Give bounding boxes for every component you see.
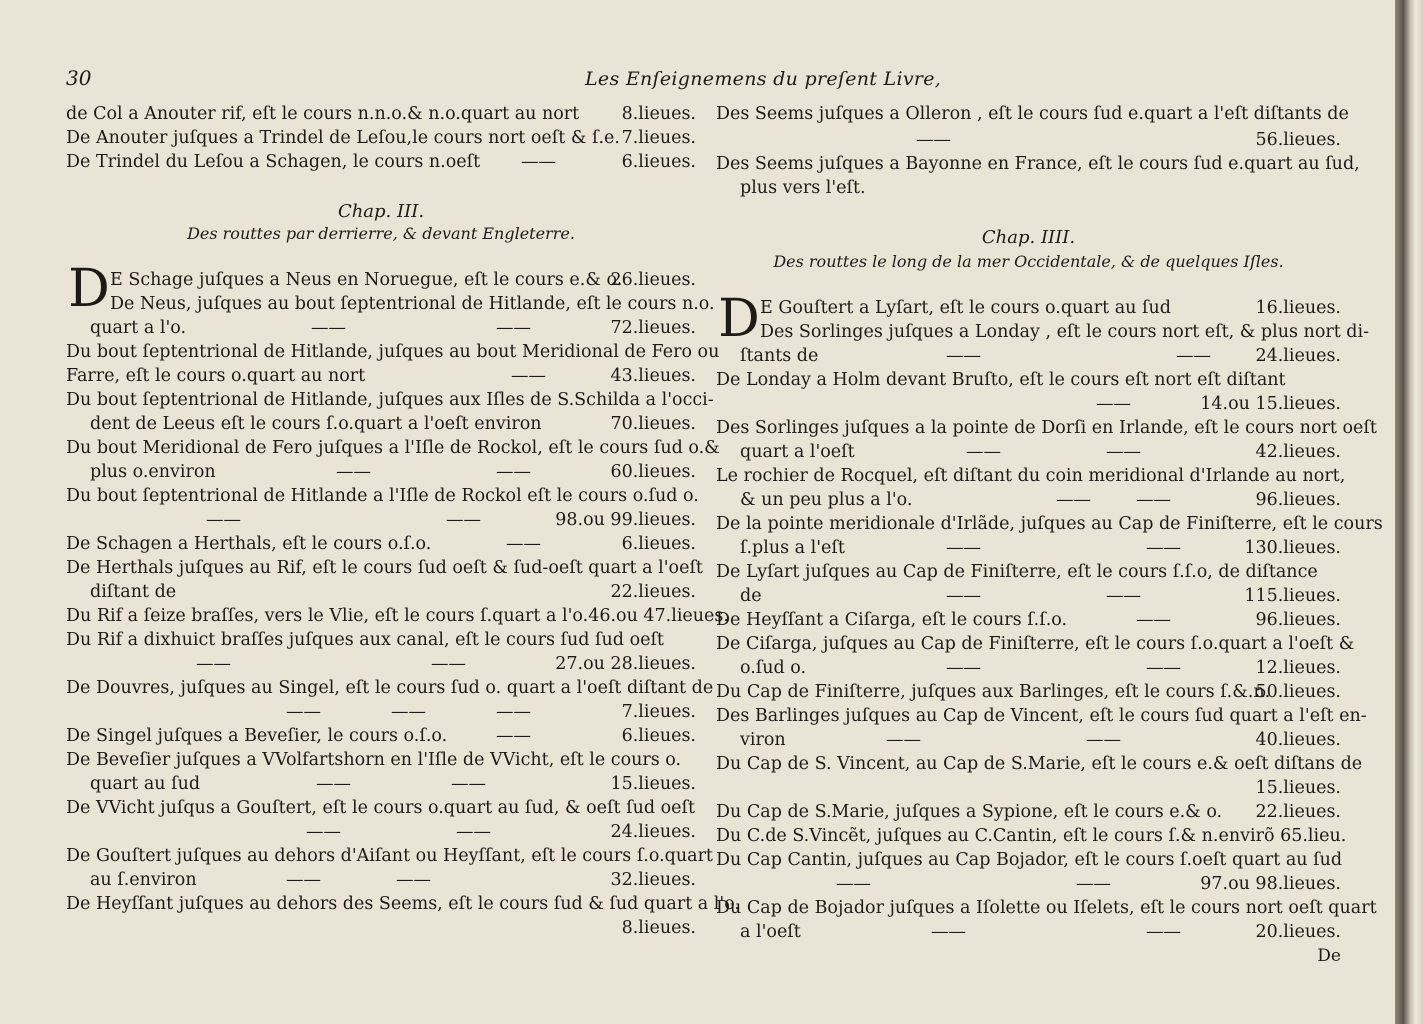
text-line: De Neus, juſques au bout ſeptentrional de Hitlande, eſt le cours n.o. [110,294,715,314]
text-line: Des Seems juſques a Bayonne en France, eſt le cours ſud e.quart au ſud, [716,154,1360,174]
drop-cap: D [68,259,110,319]
text-line: De Ciſarga, juſques au Cap de Finiſterre, eſt le cours ſ.o.quart a l'oeſt & [716,634,1355,654]
text-line: —— —— 27.ou 28.lieues. [196,654,696,674]
text-line: De Schagen a Herthals, eſt le cours o.ſ.o. —— 6.lieues. [66,534,696,554]
text-line: De la pointe meridionale d'Irlãde, juſques au Cap de Finiſterre, eſt le cours [716,514,1383,534]
text-line: au ſ.environ —— —— 32.lieues. [90,870,696,890]
text-line: E Gouſtert a Lyſart, eſt le cours o.quart au ſud 16.lieues. [760,298,1341,318]
text-line: Du Cap de Bojador juſques a Iſolette ou Iſelets, eſt le cours nort oeſt quart [716,898,1377,918]
text-line: & un peu plus a l'o. —— —— 96.lieues. [740,490,1341,510]
text-line: quart au ſud —— —— 15.lieues. [90,774,696,794]
page-number: 30 [66,66,92,90]
text-line: De Anouter juſques a Trindel de Leſou,le cours nort oeſt & ſ.e. 7.lieues. [66,128,696,148]
text-line: Du bout ſeptentrional de Hitlande a l'Iſle de Rockol eſt le cours o.ſud o. [66,486,699,506]
text-line: De Lyſart juſques au Cap de Finiſterre, eſt le cours ſ.ſ.o, de diſtance [716,562,1318,582]
text-line: —— 56.lieues. [916,130,1341,150]
text-line: 8.lieues. [621,918,696,938]
text-line: Du C.de S.Vincẽt, juſques au C.Cantin, eſt le cours ſ.& n.envirõ 65.lieu. [716,826,1347,846]
text-line: De Singel juſques a Beveſier, le cours o.ſ.o. —— 6.lieues. [66,726,696,746]
text-line: 15.lieues. [1255,778,1341,798]
text-line: Farre, eſt le cours o.quart au nort —— 43.lieues. [66,366,696,386]
text-line: De Douvres, juſques au Singel, eſt le cours ſud o. quart a l'oeſt diſtant de [66,678,714,698]
text-line: de Col a Anouter rif, eſt le cours n.n.o.& n.o.quart au nort 8.lieues. [66,104,696,124]
text-line: Du Rif a ſeize braſſes, vers le Vlie, eſt le cours ſ.quart a l'o.46.ou 47.lieues. [66,606,729,626]
text-line: De VVicht juſqus a Gouſtert, eſt le cours o.quart au ſud, & oeſt ſud oeſt [66,798,696,818]
chapter-number: Chap. IIII. [981,227,1076,248]
drop-cap: D [718,289,760,349]
text-line: viron —— —— 40.lieues. [740,730,1341,750]
text-line: —— 14.ou 15.lieues. [1096,394,1341,414]
text-line: Des Seems juſques a Olleron , eſt le cours ſud e.quart a l'eſt diſtants de [716,104,1349,124]
text-line: De Beveſier juſques a VVolfartshorn en l'Iſle de VVicht, eſt le cours o. [66,750,682,770]
text-line: De Heyſſant juſques au dehors des Seems, eſt le cours ſud & ſud quart a l'o. [66,894,740,914]
text-line: Du bout ſeptentrional de Hitlande, juſques au bout Meridional de Fero ou [66,342,720,362]
text-line: Du Cap de Finiſterre, juſques aux Barlinges, eſt le cours ſ.&.n. 50.lieues. [716,682,1341,702]
text-line: Du bout Meridional de Fero juſques a l'Iſle de Rockol, eſt le cours ſud o.& [66,438,720,458]
text-line: diſtant de 22.lieues. [90,582,696,602]
page-header [0,66,1395,92]
text-line: Du Rif a dixhuict braſſes juſques aux canal, eſt le cours ſud ſud oeſt [66,630,664,650]
text-line: Des Sorlinges juſques a Londay , eſt le cours nort eſt, & plus nort di- [760,322,1370,342]
chapter-number: Chap. III. [337,201,425,222]
text-line: quart a l'o. —— —— 72.lieues. [90,318,696,338]
chapter-subtitle: Des routtes par derrierre, & devant Engleterre. [187,224,575,243]
text-line: dent de Leeus eſt le cours ſ.o.quart a l'oeſt environ 70.lieues. [90,414,696,434]
text-line: Le rochier de Rocquel, eſt diſtant du coin meridional d'Irlande au nort, [716,466,1346,486]
text-line: De Trindel du Leſou a Schagen, le cours n.oeſt —— 6.lieues. [66,152,696,172]
text-line: Des Barlinges juſques au Cap de Vincent, eſt le cours ſud quart a l'eſt en- [716,706,1367,726]
text-line: Du Cap de S.Marie, juſques a Sypione, eſt le cours e.& o. 22.lieues. [716,802,1341,822]
text-line: De Londay a Holm devant Bruſto, eſt le cours eſt nort eſt diſtant [716,370,1286,390]
text-line: plus o.environ —— —— 60.lieues. [90,462,696,482]
catchword: De [1317,946,1341,966]
text-line: Du bout ſeptentrional de Hitlande, juſques aux Iſles de S.Schilda a l'occi- [66,390,714,410]
text-line: E Schage juſques a Neus en Noruegue, eſt le cours e.& o. 26.lieues. [110,270,696,290]
text-line: —— —— 24.lieues. [306,822,696,842]
text-line: De Heyſſant a Ciſarga, eſt le cours ſ.ſ.o. —— 96.lieues. [716,610,1341,630]
book-gutter-edge [1395,0,1423,1024]
text-line: plus vers l'eſt. [740,178,866,198]
text-line: De Gouſtert juſques au dehors d'Aiſant ou Heyſſant, eſt le cours ſ.o.quart [66,846,713,866]
text-line: Du Cap Cantin, juſques au Cap Bojador, eſt le cours ſ.oeſt quart au ſud [716,850,1343,870]
text-line: Des Sorlinges juſques a la pointe de Dorſi en Irlande, eſt le cours nort oeſt [716,418,1377,438]
text-line: Du Cap de S. Vincent, au Cap de S.Marie, eſt le cours e.& oeſt diſtans de [716,754,1363,774]
text-line: —— —— —— 7.lieues. [286,702,696,722]
text-line: o.ſud o. —— —— 12.lieues. [740,658,1341,678]
text-line: ſ.plus a l'eſt —— —— 130.lieues. [740,538,1341,558]
text-line: de —— —— 115.lieues. [740,586,1341,606]
text-line: —— —— 97.ou 98.lieues. [836,874,1341,894]
text-line: ſtants de —— —— 24.lieues. [740,346,1341,366]
text-line: —— —— 98.ou 99.lieues. [206,510,696,530]
text-line: De Herthals juſques au Rif, eſt le cours ſud oeſt & ſud-oeſt quart a l'oeſt [66,558,703,578]
chapter-subtitle: Des routtes le long de la mer Occidentale, & de quelques Iſles. [773,252,1284,271]
text-line: quart a l'oeſt —— —— 42.lieues. [740,442,1341,462]
text-line: a l'oeſt —— —— 20.lieues. [740,922,1341,942]
running-title: Les Enſeignemens du preſent Livre, [585,68,942,90]
